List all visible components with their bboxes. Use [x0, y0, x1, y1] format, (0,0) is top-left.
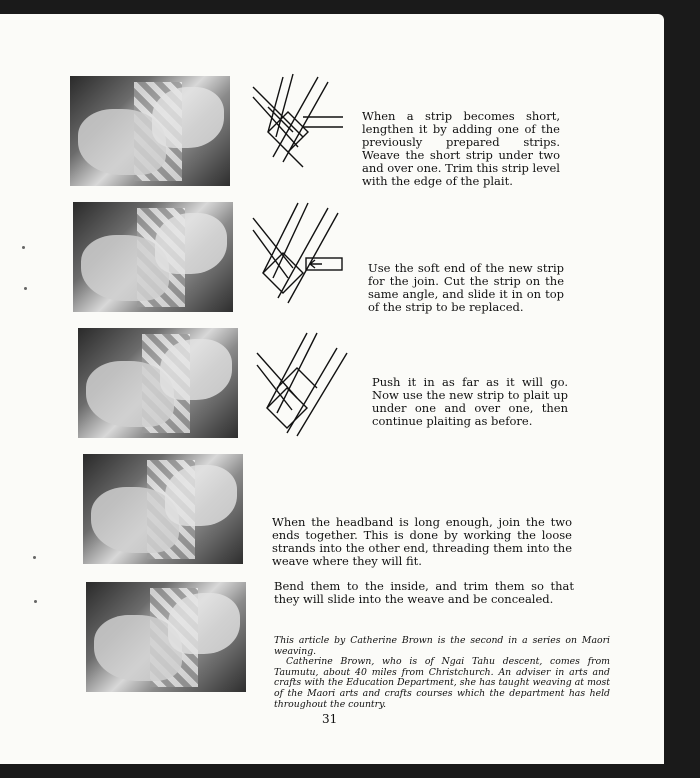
margin-mark: [34, 600, 37, 603]
weaving-photo-5: [86, 582, 246, 692]
weaving-photo-1: [70, 76, 230, 186]
author-caption: [274, 636, 610, 710]
margin-mark: [22, 246, 25, 249]
document-page: [0, 14, 664, 764]
margin-mark: [33, 556, 36, 559]
page-number: 31: [322, 712, 338, 726]
weaving-photo-3: [78, 328, 238, 438]
step-3-text: Push it in as far as it will go. Now use the new strip to plait up under one and over one, then continue plaiting as before.: [372, 375, 568, 428]
plait-diagram-1: [248, 72, 348, 172]
plait-diagram-2: [248, 198, 348, 308]
margin-mark: [24, 287, 27, 290]
plait-diagram-3: [252, 328, 352, 438]
step-5-text: Bend them to the inside, and trim them so that they will slide into the weave and be concealed.: [274, 579, 574, 606]
weaving-photo-4: [83, 454, 243, 564]
step-2-text: Use the soft end of the new strip for the join. Cut the strip on the same angle, and slide it in on top of the strip to be replaced.: [368, 261, 564, 314]
caption-paragraph-1: This article by Catherine Brown is the second in a series on Maori weaving.: [274, 635, 610, 657]
caption-paragraph-2: Catherine Brown, who is of Ngai Tahu descent, comes from Taumutu, about 40 miles from Christchurch. An adviser in arts and crafts with the Education Department, she has taught weaving at most of the Maori arts and crafts courses which the department has held throughout the country.: [274, 656, 610, 710]
weaving-photo-2: [73, 202, 233, 312]
step-4-text: When the headband is long enough, join the two ends together. This is done by working the loose strands into the other end, threading them into the weave where they will fit.: [272, 515, 572, 568]
step-1-text: When a strip becomes short, lengthen it by adding one of the previously prepared strips. Weave the short strip under two and over one. Trim this strip level with the edge of the plait.: [362, 109, 560, 188]
